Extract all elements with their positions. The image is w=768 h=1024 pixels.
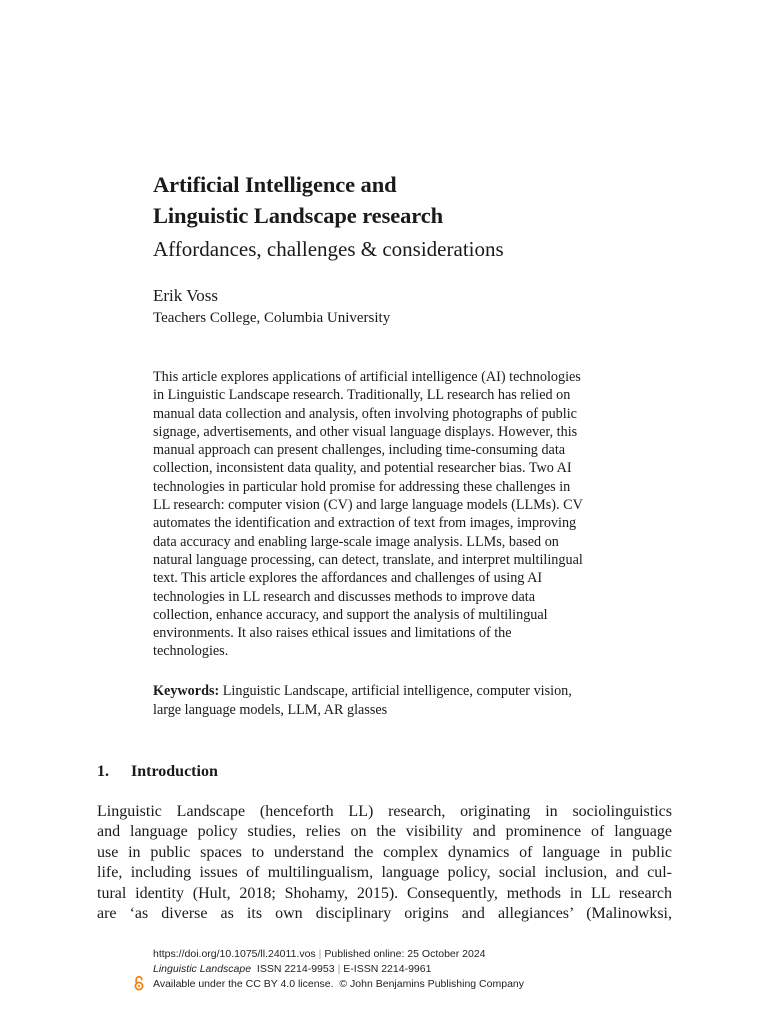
title-line: Linguistic Landscape research xyxy=(153,203,444,228)
footer-line xyxy=(153,977,524,992)
abstract-line: text. This article explores the affordances and challenges of using AI xyxy=(153,570,543,587)
abstract-line: environments. It also raises ethical issues and limitations of the xyxy=(153,625,512,642)
section-title: Introduction xyxy=(131,763,218,780)
footer-line xyxy=(153,962,524,977)
issn: ISSN 2214-9953 xyxy=(256,963,335,975)
keywords xyxy=(153,682,653,720)
keywords-line xyxy=(153,682,653,701)
author-name: Erik Voss xyxy=(153,286,219,305)
body-line: are ‘as diverse as its own disciplinary origins and allegiances’ (Malinowksi, xyxy=(97,905,672,923)
journal-name: Linguistic Landscape xyxy=(153,963,252,975)
abstract xyxy=(153,368,653,661)
page-footer xyxy=(153,947,524,992)
title-line: Artificial Intelligence and xyxy=(153,172,397,197)
license-text: Available under the CC BY 4.0 license. xyxy=(153,978,334,990)
keywords-label: Keywords: xyxy=(153,683,220,699)
eissn: E-ISSN 2214-9961 xyxy=(343,963,432,975)
keywords-line: large language models, LLM, AR glasses xyxy=(153,702,388,718)
section-number: 1. xyxy=(97,763,109,780)
abstract-line: signage, advertisements, and other visual language displays. However, this xyxy=(153,423,578,440)
keywords-text: Linguistic Landscape, artificial intelligence, computer vision, xyxy=(219,683,572,699)
abstract-line: data accuracy and enabling large-scale image analysis. LLMs, based on xyxy=(153,533,559,550)
body-line: use in public spaces to understand the complex dynamics of language in public xyxy=(97,843,672,861)
abstract-line: technologies. xyxy=(153,643,229,660)
copyright-text: © John Benjamins Publishing Company xyxy=(339,978,524,990)
footer-line xyxy=(153,947,524,962)
body-text xyxy=(97,802,672,924)
abstract-line: technologies in particular hold promise for addressing these challenges in xyxy=(153,478,571,495)
abstract-line: collection, enhance accuracy, and support the analysis of multilingual xyxy=(153,606,548,623)
abstract-line: collection, inconsistent data quality, and potential researcher bias. Two AI xyxy=(153,460,572,477)
abstract-line: manual data collection and analysis, often involving photographs of public xyxy=(153,405,577,422)
abstract-line: LL research: computer vision (CV) and large language models (LLMs). CV xyxy=(153,497,583,514)
abstract-line: This article explores applications of artificial intelligence (AI) technologies xyxy=(153,369,581,385)
separator: | xyxy=(337,963,341,975)
abstract-line: technologies in LL research and discusses methods to improve data xyxy=(153,588,536,605)
doi-link[interactable]: https://doi.org/10.1075/ll.24011.vos xyxy=(153,948,316,960)
body-line: Linguistic Landscape (henceforth LL) research, originating in sociolinguistics xyxy=(97,803,672,820)
article-title xyxy=(153,169,673,231)
body-line: tural identity (Hult, 2018; Shohamy, 2015). Consequently, methods in LL research xyxy=(97,884,672,902)
body-line: and language policy studies, relies on the visibility and prominence of language xyxy=(97,823,672,841)
body-line: life, including issues of multilingualism, language policy, social inclusion, and cul- xyxy=(97,864,672,882)
separator: | xyxy=(318,948,322,960)
open-access-icon xyxy=(133,975,145,991)
abstract-line: automates the identification and extraction of text from images, improving xyxy=(153,515,577,532)
abstract-line: in Linguistic Landscape research. Traditionally, LL research has relied on xyxy=(153,387,571,404)
section-heading xyxy=(97,761,218,783)
published-date: Published online: 25 October 2024 xyxy=(324,948,486,960)
abstract-line: natural language processing, can detect, translate, and interpret multilingual xyxy=(153,551,583,568)
abstract-line: manual approach can present challenges, including time-consuming data xyxy=(153,442,566,459)
author-affiliation: Teachers College, Columbia University xyxy=(153,310,391,326)
article-subtitle: Affordances, challenges & considerations xyxy=(153,237,504,261)
